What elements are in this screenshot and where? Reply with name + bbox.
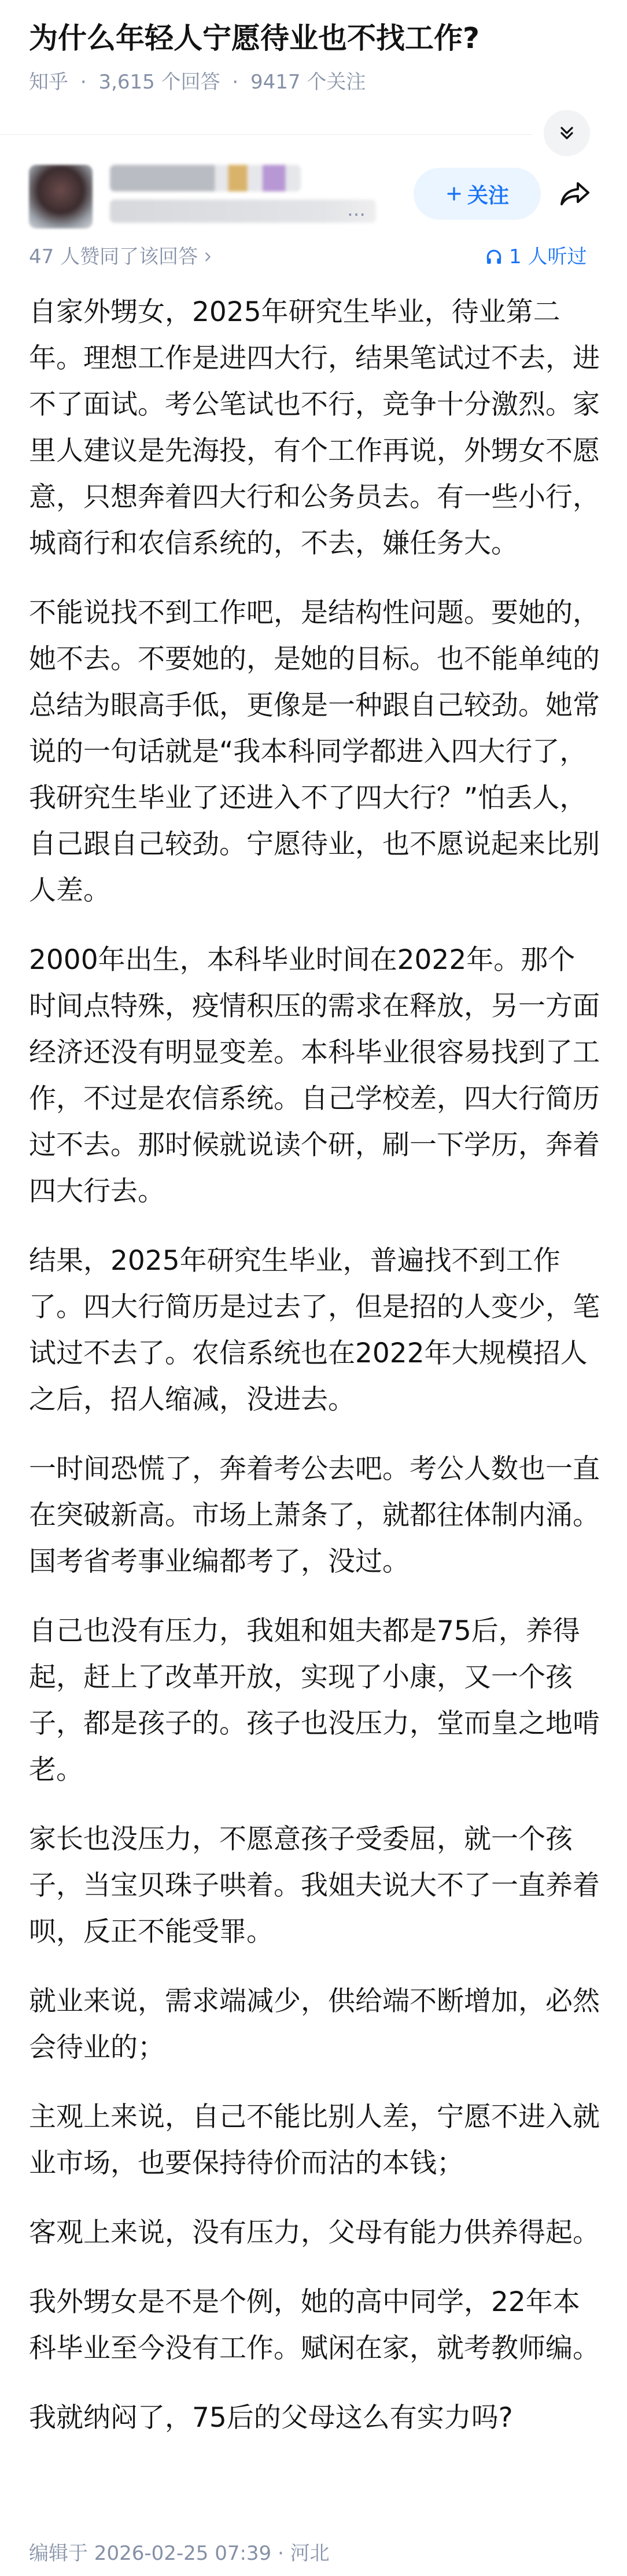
author-bio-ellipsis: … — [347, 198, 366, 220]
paragraph: 我就纳闷了，75后的父母这么有实力吗? — [29, 2402, 513, 2434]
answer-count[interactable]: 3,615 个回答 — [98, 71, 220, 94]
paragraph: 就业来说，需求端减少，供给端不断增加，必然会待业的； — [29, 1985, 600, 2063]
follow-button[interactable] — [414, 168, 541, 220]
author-bio-blurred — [110, 200, 376, 223]
edit-timestamp: 编辑于 2026-02-25 07:39 · 河北 — [29, 2542, 330, 2565]
collapse-button[interactable] — [544, 110, 590, 156]
paragraph: 2000年出生，本科毕业时间在2022年。那个时间点特殊，疫情积压的需求在释放，另一方面经济还没有明显变差。本科毕业很容易找到了工作，不过是农信系统。自己学校差，四大行简历过不去。那时候就说读个研，刷一下学历，奔着四大行去。 — [29, 944, 600, 1207]
author-avatar[interactable] — [29, 165, 93, 229]
question-meta: 知乎 · 3,615 个回答 · 9417 个关注 — [29, 71, 366, 94]
paragraph: 自家外甥女，2025年研究生毕业，待业第二年。理想工作是进四大行，结果笔试过不去，进不了面试。考公笔试也不行，竞争十分激烈。家里人建议是先海投，有个工作再说，外甥女不愿意，只想奔着四大行和公务员去。有一些小行，城商行和农信系统的，不去，嫌任务大。 — [29, 296, 600, 559]
paragraph: 家长也没压力，不愿意孩子受委屈，就一个孩子，当宝贝珠子哄着。我姐夫说大不了一直养着呗，反正不能受罪。 — [29, 1823, 600, 1948]
chevron-right-icon — [201, 250, 214, 263]
source-label: 知乎 — [29, 71, 68, 94]
headphones-icon — [485, 248, 503, 266]
question-title[interactable]: 为什么年轻人宁愿待业也不找工作? — [29, 21, 480, 55]
paragraph: 一时间恐慌了，奔着考公去吧。考公人数也一直在突破新高。市场上萧条了，就都往体制内涌。国考省考事业编都考了，没过。 — [29, 1453, 600, 1578]
listen-button[interactable] — [485, 243, 587, 271]
paragraph: 我外甥女是不是个例，她的高中同学，22年本科毕业至今没有工作。赋闲在家，就考教师编。 — [29, 2286, 600, 2364]
paragraph: 结果，2025年研究生毕业，普遍找不到工作了。四大行简历是过去了，但是招的人变少，笔试过不去了。农信系统也在2022年大规模招人之后，招人缩减，没进去。 — [29, 1245, 600, 1416]
share-button[interactable] — [555, 176, 596, 211]
author-name-blurred[interactable] — [110, 165, 301, 191]
paragraph: 自己也没有压力，我姐和姐夫都是75后，养得起，赶上了改革开放，实现了小康，又一个孩子，都是孩子的。孩子也没压力，堂而皇之地啃老。 — [29, 1615, 600, 1786]
vote-count: 47 人赞同了该回答 — [29, 245, 198, 268]
follow-label: 关注 — [467, 183, 509, 208]
paragraph: 不能说找不到工作吧，是结构性问题。要她的，她不去。不要她的，是她的目标。也不能单纯的总结为眼高手低，更像是一种跟自己较劲。她常说的一句话就是“我本科同学都进入四大行了，我研究生毕业了还进入不了四大行？”怕丢人，自己跟自己较劲。宁愿待业，也不愿说起来比别人差。 — [29, 597, 600, 906]
plus-icon — [445, 185, 463, 202]
paragraph: 主观上来说，自己不能比别人差，宁愿不进入就业市场，也要保持待价而沽的本钱； — [29, 2101, 600, 2179]
paragraph: 客观上来说，没有压力，父母有能力供养得起。 — [29, 2217, 600, 2249]
listen-count: 1 人听过 — [509, 245, 587, 268]
answer-content — [29, 289, 602, 2464]
vote-summary[interactable] — [29, 243, 214, 271]
share-arrow-icon — [559, 180, 592, 208]
follower-count: 9417 个关注 — [250, 71, 366, 94]
divider — [0, 134, 532, 135]
double-chevron-down-icon — [556, 123, 577, 143]
